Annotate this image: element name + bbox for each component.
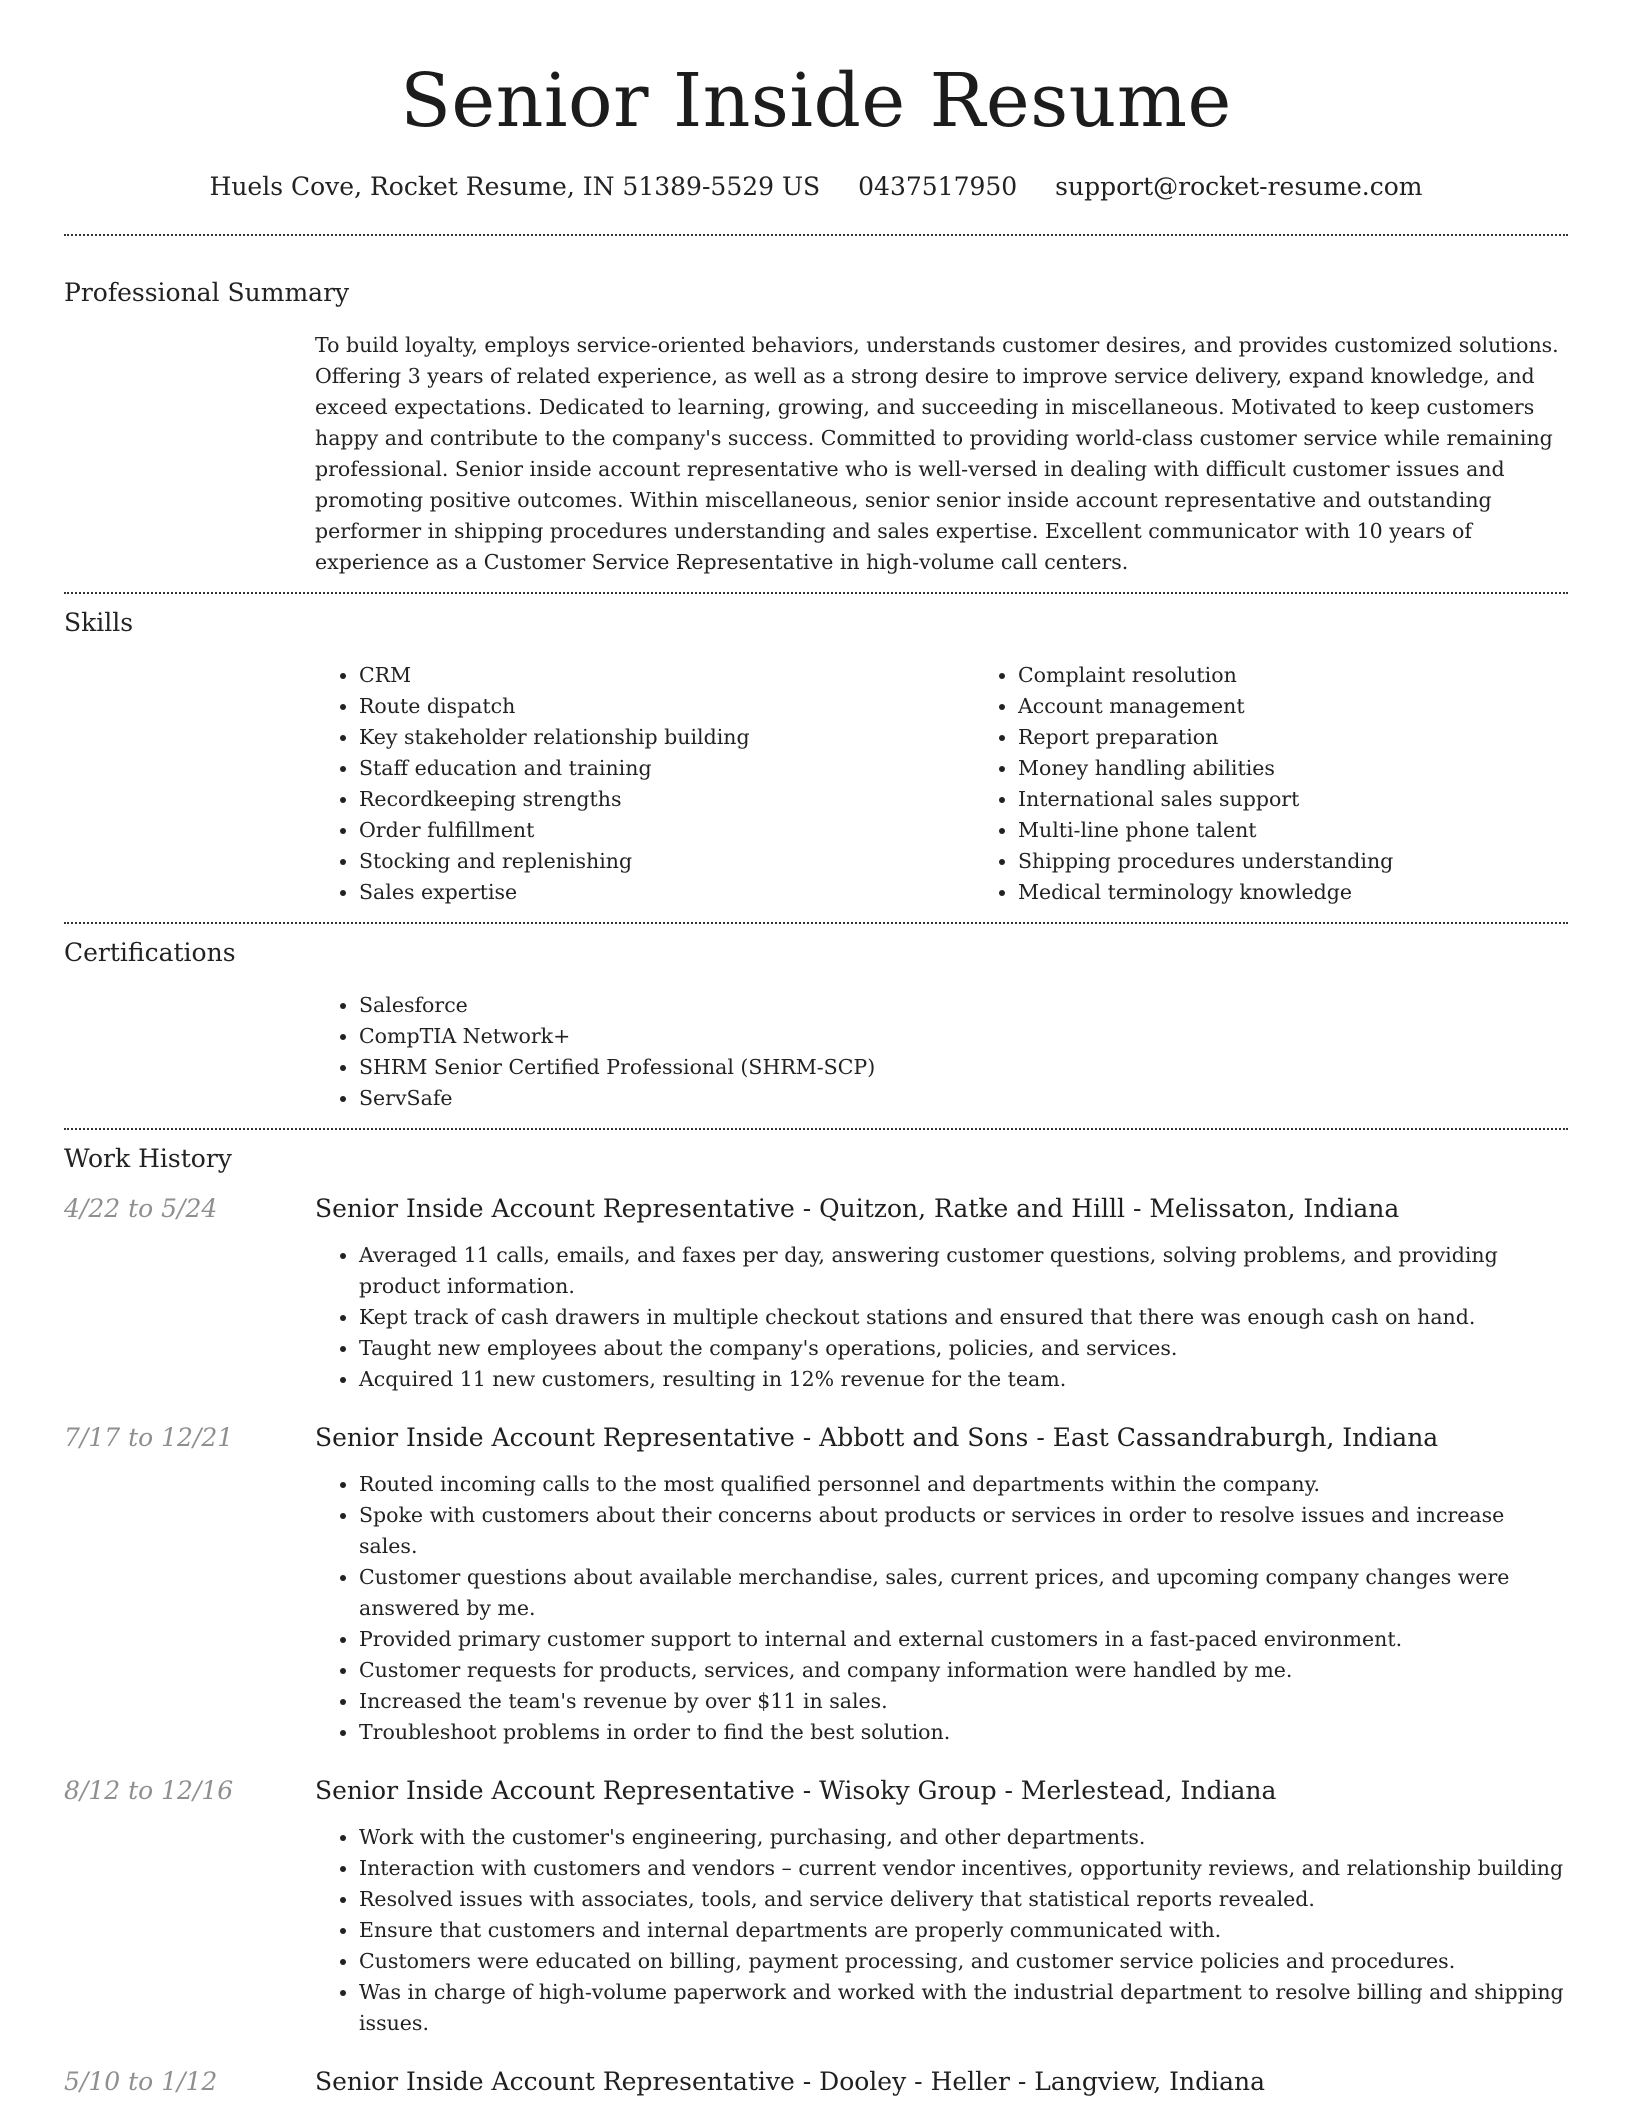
section-title-skills: Skills (64, 608, 134, 637)
section-title-summary: Professional Summary (64, 278, 350, 307)
skill-item: • Sales expertise (359, 877, 974, 908)
contact-address: Huels Cove, Rocket Resume, IN 51389-5529 US (209, 172, 821, 201)
job-bullet: • Averaged 11 calls, emails, and faxes per day, answering customer questions, solving problems, and providing product information. (359, 1240, 1568, 1302)
job-bullet: • Customers were educated on billing, payment processing, and customer service policies and procedures. (359, 1946, 1568, 1977)
skill-item: • Route dispatch (359, 691, 974, 722)
job-entry (64, 1774, 1568, 2039)
skills-list-right (974, 660, 1568, 908)
job-dates: 4/22 to 5/24 (64, 1194, 218, 1223)
job-entry (64, 1192, 1568, 1395)
certifications-list (315, 990, 1568, 1114)
job-bullet: • Increased the team's revenue by over $11 in sales. (359, 1686, 1568, 1717)
job-bullet: • Acquired 11 new customers, resulting in 12% revenue for the team. (359, 1364, 1568, 1395)
skill-item: • Recordkeeping strengths (359, 784, 974, 815)
job-bullet: • Interaction with customers and vendors – current vendor incentives, opportunity reviews, and relationship building (359, 1853, 1568, 1884)
skill-item: • Order fulfillment (359, 815, 974, 846)
skills-list-left (315, 660, 974, 908)
job-details (315, 1421, 1568, 1748)
skills-grid (315, 660, 1568, 908)
skill-item: • CRM (359, 660, 974, 691)
skill-item: • Shipping procedures understanding (1018, 846, 1568, 877)
job-bullet: • Ensure that customers and internal departments are properly communicated with. (359, 1915, 1568, 1946)
contact-phone: 0437517950 (858, 172, 1018, 201)
job-details (315, 2065, 1568, 2099)
job-entry (64, 2065, 1568, 2099)
skills-section (64, 594, 1568, 922)
contact-line (64, 170, 1568, 204)
resume-page (64, 0, 1568, 2112)
section-title-certifications: Certifications (64, 938, 236, 967)
job-bullets (315, 1240, 1568, 1395)
job-dates: 7/17 to 12/21 (64, 1423, 234, 1452)
certification-item: • SHRM Senior Certified Professional (SHRM-SCP) (359, 1052, 1568, 1083)
job-title: Senior Inside Account Representative - Quitzon, Ratke and Hilll - Melissaton, Indiana (315, 1194, 1400, 1223)
certification-item: • Salesforce (359, 990, 1568, 1021)
job-bullet: • Routed incoming calls to the most qualified personnel and departments within the company. (359, 1469, 1568, 1500)
skill-item: • Report preparation (1018, 722, 1568, 753)
job-details (315, 1774, 1568, 2039)
job-entry (64, 1421, 1568, 1748)
job-title: Senior Inside Account Representative - Dooley - Heller - Langview, Indiana (315, 2067, 1265, 2096)
skill-item: • Medical terminology knowledge (1018, 877, 1568, 908)
work-history-section (64, 1130, 1568, 2112)
job-bullet: • Customer requests for products, services, and company information were handled by me. (359, 1655, 1568, 1686)
job-bullets (315, 1822, 1568, 2039)
job-bullet: • Resolved issues with associates, tools, and service delivery that statistical reports revealed. (359, 1884, 1568, 1915)
certifications-section (64, 924, 1568, 1128)
skill-item: • Account management (1018, 691, 1568, 722)
resume-name: Senior Inside Resume (400, 58, 1232, 144)
certifications-body (315, 990, 1568, 1114)
job-bullet: • Work with the customer's engineering, purchasing, and other departments. (359, 1822, 1568, 1853)
job-bullets (315, 1469, 1568, 1748)
job-bullet: • Was in charge of high-volume paperwork and worked with the industrial department to resolve billing and shipping issues. (359, 1977, 1568, 2039)
skill-item: • Key stakeholder relationship building (359, 722, 974, 753)
skill-item: • Multi-line phone talent (1018, 815, 1568, 846)
job-title: Senior Inside Account Representative - Wisoky Group - Merlestead, Indiana (315, 1776, 1277, 1805)
job-bullet: • Troubleshoot problems in order to find the best solution. (359, 1717, 1568, 1748)
job-bullet: • Kept track of cash drawers in multiple checkout stations and ensured that there was enough cash on hand. (359, 1302, 1568, 1333)
job-title: Senior Inside Account Representative - Abbott and Sons - East Cassandraburgh, Indiana (315, 1423, 1439, 1452)
professional-summary-section (64, 236, 1568, 592)
job-dates: 5/10 to 1/12 (64, 2067, 218, 2096)
job-bullet: • Customer questions about available merchandise, sales, current prices, and upcoming company changes were answered by me. (359, 1562, 1568, 1624)
summary-text: To build loyalty, employs service-oriented behaviors, understands customer desires, and provides customized solutions. Offering 3 years of related experience, as well as a strong desire to improve service delivery, expand knowledge, and exceed expectations. Dedicated to learning, growing, and succeeding in miscellaneous. Motivated to keep customers happy and contribute to the company's success. Committed to providing world-class customer service while remaining professional. Senior inside account representative who is well-versed in dealing with difficult customer issues and promoting positive outcomes. Within miscellaneous, senior senior inside account representative and outstanding performer in shipping procedures understanding and sales expertise. Excellent communicator with 10 years of experience as a Customer Service Representative in high-volume call centers. (315, 333, 1559, 574)
job-bullet: • Spoke with customers about their concerns about products or services in order to resolve issues and increase sales. (359, 1500, 1568, 1562)
summary-body (315, 330, 1568, 578)
job-bullet: • Taught new employees about the company's operations, policies, and services. (359, 1333, 1568, 1364)
job-details (315, 1192, 1568, 1395)
section-title-work-history: Work History (64, 1144, 232, 1173)
skill-item: • Staff education and training (359, 753, 974, 784)
certification-item: • ServSafe (359, 1083, 1568, 1114)
jobs-list (64, 1192, 1568, 2099)
skill-item: • Money handling abilities (1018, 753, 1568, 784)
job-bullet: • Provided primary customer support to internal and external customers in a fast-paced environment. (359, 1624, 1568, 1655)
job-dates: 8/12 to 12/16 (64, 1776, 234, 1805)
skill-item: • Stocking and replenishing (359, 846, 974, 877)
skill-item: • International sales support (1018, 784, 1568, 815)
contact-email: support@rocket-resume.com (1055, 172, 1423, 201)
certification-item: • CompTIA Network+ (359, 1021, 1568, 1052)
skill-item: • Complaint resolution (1018, 660, 1568, 691)
